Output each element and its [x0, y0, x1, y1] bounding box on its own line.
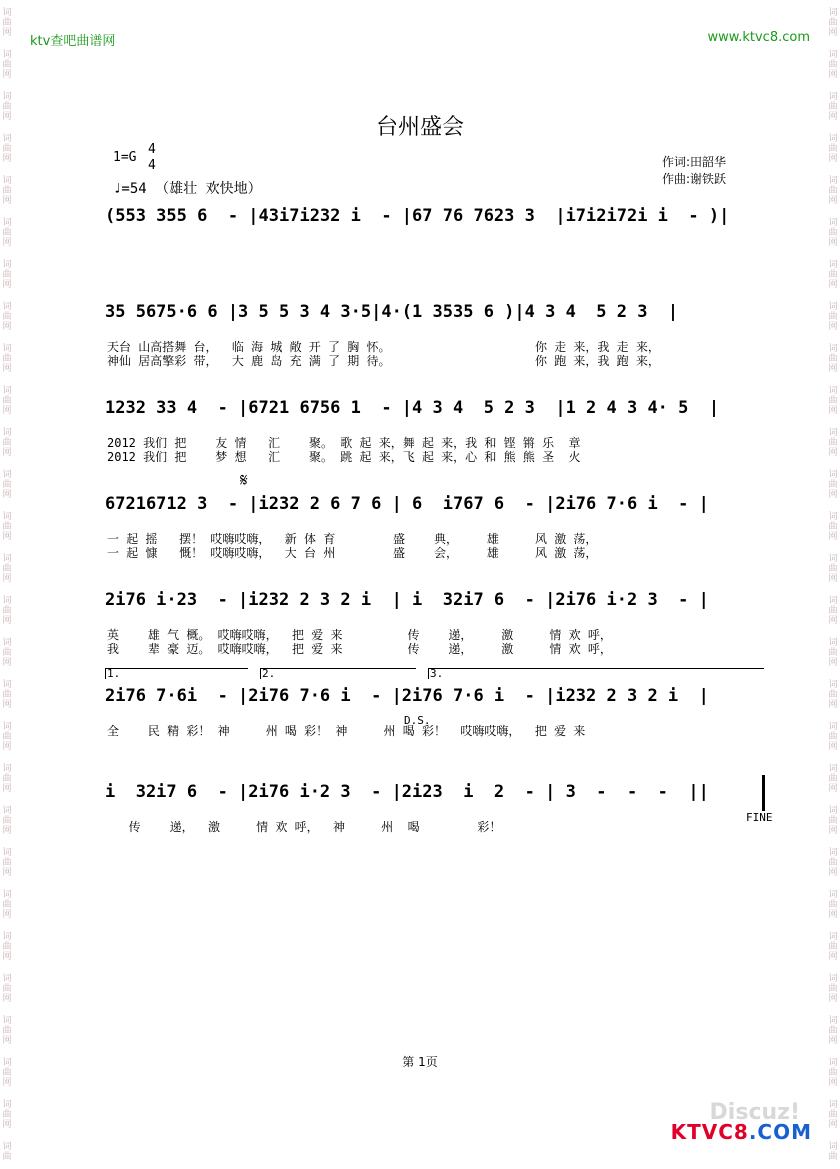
- page-number: 第 1页: [402, 1055, 438, 1069]
- watermark-glyph: 网: [828, 280, 838, 290]
- time-signature: [148, 142, 156, 174]
- ktvc8-logo: [671, 1120, 812, 1144]
- watermark-glyph: 词: [828, 554, 838, 564]
- score-row-4: [0, 494, 840, 564]
- watermark-glyph: 词: [2, 92, 12, 102]
- watermark-glyph: 曲: [828, 522, 838, 532]
- watermark-glyph: 词: [2, 302, 12, 312]
- logo-part-2: C8: [718, 1120, 749, 1144]
- watermark-glyph: 词: [828, 1058, 838, 1068]
- watermark-glyph: 网: [828, 196, 838, 206]
- watermark-glyph: 曲: [828, 102, 838, 112]
- watermark-glyph: 网: [2, 1036, 12, 1046]
- watermark-glyph: 曲: [828, 648, 838, 658]
- watermark-glyph: 网: [828, 490, 838, 500]
- watermark-glyph: 曲: [2, 942, 12, 952]
- watermark-glyph: 词: [2, 764, 12, 774]
- watermark-glyph: 词: [828, 302, 838, 312]
- lyric-verse-2: 神仙 居高擎彩 带， 大 鹿 岛 充 满 了 期 待。 你 跑 来，我 跑 来，: [107, 354, 660, 368]
- watermark-glyph: 网: [828, 868, 838, 878]
- watermark-glyph: 网: [2, 1078, 12, 1088]
- watermark-glyph: 网: [828, 952, 838, 962]
- watermark-glyph: 网: [2, 70, 12, 80]
- watermark-glyph: 曲: [2, 228, 12, 238]
- site-name-left[interactable]: ktv查吧曲谱网: [30, 34, 116, 49]
- watermark-glyph: 词: [2, 932, 12, 942]
- watermark-glyph: 网: [2, 448, 12, 458]
- watermark-glyph: 词: [828, 428, 838, 438]
- watermark-glyph: 曲: [2, 144, 12, 154]
- watermark-glyph: 网: [2, 112, 12, 122]
- time-signature-bottom: 4: [148, 158, 156, 173]
- notation-line: 2i76 7·6i - |2i76 7·6 i - |2i76 7·6 i - |i232 2 3 2 i |: [105, 686, 709, 706]
- watermark-glyph: 网: [2, 952, 12, 962]
- watermark-glyph: 网: [2, 406, 12, 416]
- watermark-glyph: 词: [2, 134, 12, 144]
- notation-line: i 32i7 6 - |2i76 i·2 3 - |2i23 i 2 - | 3 - - - ||: [105, 782, 709, 802]
- watermark-glyph: 词: [2, 890, 12, 900]
- watermark-glyph: 词: [828, 386, 838, 396]
- watermark-glyph: 网: [828, 994, 838, 1004]
- watermark-glyph: 词: [2, 638, 12, 648]
- watermark-glyph: 曲: [828, 480, 838, 490]
- lyric-verse-2: 2012 我们 把 梦 想 汇 聚。 跳 起 来，飞 起 来，心 和 熊 熊 圣 火: [107, 450, 581, 464]
- watermark-glyph: 曲: [828, 774, 838, 784]
- volta-bracket-2: [260, 668, 416, 679]
- lyric-verse-2: 一 起 慷 慨！ 哎嗨哎嗨， 大 台 州 盛 会， 雄 风 激 荡，: [107, 546, 598, 560]
- watermark-glyph: 词: [828, 344, 838, 354]
- watermark-glyph: 网: [2, 28, 12, 38]
- watermark-glyph: 网: [2, 532, 12, 542]
- watermark-glyph: 曲: [828, 1152, 838, 1162]
- watermark-glyph: 网: [2, 322, 12, 332]
- watermark-glyph: 曲: [828, 732, 838, 742]
- site-url-right[interactable]: www.ktvc8.com: [707, 30, 810, 45]
- watermark-glyph: 网: [828, 784, 838, 794]
- watermark-glyph: 网: [2, 658, 12, 668]
- watermark-glyph: 网: [2, 700, 12, 710]
- watermark-glyph: 曲: [2, 774, 12, 784]
- score-row-1: [0, 206, 840, 276]
- time-signature-top: 4: [148, 142, 156, 157]
- watermark-glyph: 曲: [2, 522, 12, 532]
- watermark-glyph: 曲: [828, 186, 838, 196]
- watermark-glyph: 网: [828, 28, 838, 38]
- watermark-glyph: 曲: [2, 1068, 12, 1078]
- score-row-7: [0, 782, 840, 852]
- watermark-glyph: 网: [2, 742, 12, 752]
- composer-credit: 作曲:谢铁跃: [662, 172, 727, 186]
- watermark-glyph: 曲: [828, 396, 838, 406]
- watermark-glyph: 曲: [2, 438, 12, 448]
- watermark-glyph: 曲: [828, 1026, 838, 1036]
- watermark-glyph: 词: [2, 1016, 12, 1026]
- watermark-glyph: 词: [828, 8, 838, 18]
- watermark-glyph: 网: [2, 490, 12, 500]
- watermark-glyph: 网: [2, 994, 12, 1004]
- watermark-glyph: 曲: [828, 228, 838, 238]
- score-row-5: [0, 590, 840, 660]
- watermark-glyph: 网: [828, 1078, 838, 1088]
- watermark-glyph: 词: [828, 764, 838, 774]
- watermark-glyph: 曲: [828, 312, 838, 322]
- watermark-glyph: 曲: [828, 942, 838, 952]
- watermark-glyph: 曲: [2, 816, 12, 826]
- watermark-glyph: 网: [828, 1036, 838, 1046]
- watermark-glyph: 网: [828, 70, 838, 80]
- watermark-glyph: 曲: [2, 1152, 12, 1162]
- watermark-glyph: 网: [828, 322, 838, 332]
- lyric-verse-1: 一 起 摇 摆！ 哎嗨哎嗨， 新 体 育 盛 典， 雄 风 激 荡，: [107, 532, 598, 546]
- watermark-glyph: 词: [828, 1100, 838, 1110]
- left-watermark-strip: [0, 0, 14, 1169]
- watermark-glyph: 曲: [2, 648, 12, 658]
- watermark-glyph: 曲: [2, 1026, 12, 1036]
- watermark-glyph: 曲: [828, 690, 838, 700]
- watermark-glyph: 网: [828, 616, 838, 626]
- notation-line: 1232 33 4 - |6721 6756 1 - |4 3 4 5 2 3 |1 2 4 3 4· 5 |: [105, 398, 720, 418]
- watermark-glyph: 词: [828, 596, 838, 606]
- watermark-glyph: 网: [828, 406, 838, 416]
- watermark-glyph: 曲: [2, 102, 12, 112]
- watermark-glyph: 网: [2, 574, 12, 584]
- watermark-glyph: 曲: [2, 984, 12, 994]
- volta-2-label: 2.: [262, 667, 276, 680]
- notation-line: (553 355 6 - |43i7i232 i - |67 76 7623 3 |i7i2i72i i - )|: [105, 206, 730, 226]
- final-barline: [762, 775, 765, 811]
- watermark-glyph: 网: [2, 784, 12, 794]
- watermark-glyph: 曲: [2, 858, 12, 868]
- watermark-glyph: 词: [2, 218, 12, 228]
- watermark-glyph: 曲: [828, 606, 838, 616]
- watermark-glyph: 曲: [2, 354, 12, 364]
- watermark-glyph: 曲: [2, 690, 12, 700]
- tempo-marking: ♩=54 （雄壮 欢快地）: [113, 181, 262, 197]
- watermark-glyph: 曲: [828, 564, 838, 574]
- watermark-glyph: 曲: [2, 606, 12, 616]
- notation-line: 67216712 3 - |i232 2 6 7 6 | 6 i767 6 - |2i76 7·6 i - |: [105, 494, 709, 514]
- fine-marking: FINE: [746, 811, 773, 824]
- watermark-glyph: 词: [2, 848, 12, 858]
- watermark-glyph: 词: [2, 50, 12, 60]
- watermark-glyph: 曲: [2, 396, 12, 406]
- watermark-glyph: 词: [828, 890, 838, 900]
- watermark-glyph: 词: [828, 1142, 838, 1152]
- watermark-glyph: 词: [2, 470, 12, 480]
- right-watermark-strip: [826, 0, 840, 1169]
- watermark-glyph: 词: [2, 512, 12, 522]
- lyric-verse-1: 传 递， 激 情 欢 呼， 神 州 喝 彩！: [107, 820, 502, 834]
- volta-3-label: 3.: [430, 667, 444, 680]
- score-row-3: [0, 398, 840, 468]
- watermark-glyph: 曲: [2, 1110, 12, 1120]
- watermark-glyph: 网: [2, 196, 12, 206]
- watermark-glyph: 曲: [828, 60, 838, 70]
- ds-marking: D.S.: [404, 714, 431, 727]
- watermark-glyph: 曲: [828, 354, 838, 364]
- watermark-glyph: 曲: [2, 186, 12, 196]
- watermark-glyph: 网: [828, 574, 838, 584]
- watermark-glyph: 网: [828, 112, 838, 122]
- score-row-2: [0, 302, 840, 372]
- watermark-glyph: 词: [2, 1100, 12, 1110]
- watermark-glyph: 词: [828, 218, 838, 228]
- song-title: 台州盛会: [375, 115, 464, 140]
- watermark-glyph: 词: [2, 806, 12, 816]
- watermark-glyph: 曲: [2, 312, 12, 322]
- watermark-glyph: 曲: [2, 60, 12, 70]
- watermark-glyph: 网: [828, 742, 838, 752]
- watermark-glyph: 词: [828, 680, 838, 690]
- watermark-glyph: 曲: [828, 900, 838, 910]
- watermark-glyph: 词: [828, 176, 838, 186]
- volta-bracket-1: [105, 668, 248, 679]
- watermark-glyph: 词: [828, 638, 838, 648]
- watermark-glyph: 曲: [828, 1110, 838, 1120]
- watermark-glyph: 网: [2, 238, 12, 248]
- watermark-glyph: 网: [828, 532, 838, 542]
- notation-line: 2i76 i·23 - |i232 2 3 2 i | i 32i7 6 - |2i76 i·2 3 - |: [105, 590, 709, 610]
- watermark-glyph: 词: [828, 92, 838, 102]
- watermark-glyph: 词: [2, 554, 12, 564]
- watermark-glyph: 网: [2, 826, 12, 836]
- segno-sign: 𝄋: [240, 470, 248, 491]
- watermark-glyph: 词: [828, 848, 838, 858]
- watermark-glyph: 词: [828, 974, 838, 984]
- watermark-glyph: 网: [828, 154, 838, 164]
- watermark-glyph: 网: [828, 364, 838, 374]
- lyric-verse-1: 2012 我们 把 友 情 汇 聚。 歌 起 来，舞 起 来，我 和 铿 锵 乐 章: [107, 436, 581, 450]
- watermark-glyph: 词: [2, 386, 12, 396]
- watermark-glyph: 词: [2, 680, 12, 690]
- watermark-glyph: 曲: [828, 984, 838, 994]
- watermark-glyph: 网: [828, 826, 838, 836]
- watermark-glyph: 词: [2, 596, 12, 606]
- watermark-glyph: 网: [828, 910, 838, 920]
- watermark-glyph: 曲: [2, 732, 12, 742]
- watermark-glyph: 词: [2, 1058, 12, 1068]
- watermark-glyph: 词: [828, 260, 838, 270]
- watermark-glyph: 词: [2, 1142, 12, 1152]
- watermark-glyph: 词: [828, 932, 838, 942]
- logo-part-3: .COM: [748, 1120, 812, 1144]
- watermark-glyph: 曲: [828, 816, 838, 826]
- watermark-glyph: 网: [2, 280, 12, 290]
- watermark-glyph: 词: [828, 806, 838, 816]
- lyric-verse-1: 天台 山高搭舞 台， 临 海 城 敞 开 了 胸 怀。 你 走 来，我 走 来，: [107, 340, 660, 354]
- watermark-glyph: 网: [2, 154, 12, 164]
- watermark-glyph: 网: [2, 364, 12, 374]
- volta-bracket-3: [428, 668, 764, 679]
- discuz-watermark: Discuz!: [709, 1100, 800, 1125]
- watermark-glyph: 网: [828, 1120, 838, 1130]
- watermark-glyph: 网: [828, 700, 838, 710]
- key-signature: 1=G: [113, 150, 137, 165]
- watermark-glyph: 词: [828, 50, 838, 60]
- volta-1-label: 1.: [107, 667, 121, 680]
- watermark-glyph: 曲: [828, 270, 838, 280]
- watermark-glyph: 网: [828, 238, 838, 248]
- lyric-verse-2: 我 辈 豪 迈。 哎嗨哎嗨， 把 爱 来 传 递， 激 情 欢 呼，: [107, 642, 612, 656]
- watermark-glyph: 曲: [828, 144, 838, 154]
- watermark-glyph: 词: [2, 722, 12, 732]
- watermark-glyph: 词: [2, 974, 12, 984]
- notation-line: 35 5675·6 6 |3 5 5 3 4 3·5|4·(1 3535 6 )|4 3 4 5 2 3 |: [105, 302, 679, 322]
- watermark-glyph: 词: [828, 722, 838, 732]
- watermark-glyph: 网: [2, 1120, 12, 1130]
- watermark-glyph: 词: [828, 134, 838, 144]
- lyricist-credit: 作词:田韶华: [662, 155, 727, 169]
- watermark-glyph: 词: [2, 428, 12, 438]
- watermark-glyph: 网: [2, 910, 12, 920]
- lyric-verse-1: 全 民 精 彩！ 神 州 喝 彩！ 神 州 喝 彩！ 哎嗨哎嗨， 把 爱 来: [107, 724, 586, 738]
- watermark-glyph: 词: [2, 176, 12, 186]
- watermark-glyph: 曲: [828, 438, 838, 448]
- watermark-glyph: 词: [2, 344, 12, 354]
- watermark-glyph: 词: [828, 470, 838, 480]
- watermark-glyph: 词: [2, 8, 12, 18]
- watermark-glyph: 曲: [2, 564, 12, 574]
- watermark-glyph: 词: [2, 260, 12, 270]
- watermark-glyph: 曲: [828, 858, 838, 868]
- watermark-glyph: 曲: [2, 480, 12, 490]
- watermark-glyph: 网: [2, 868, 12, 878]
- logo-part-1: KTV: [670, 1120, 719, 1144]
- watermark-glyph: 曲: [828, 1068, 838, 1078]
- watermark-glyph: 网: [2, 616, 12, 626]
- watermark-glyph: 曲: [828, 18, 838, 28]
- watermark-glyph: 词: [828, 512, 838, 522]
- watermark-glyph: 网: [828, 658, 838, 668]
- watermark-glyph: 词: [828, 1016, 838, 1026]
- watermark-glyph: 曲: [2, 18, 12, 28]
- watermark-glyph: 网: [828, 448, 838, 458]
- watermark-glyph: 曲: [2, 270, 12, 280]
- watermark-glyph: 曲: [2, 900, 12, 910]
- lyric-verse-1: 英 雄 气 概。 哎嗨哎嗨， 把 爱 来 传 递， 激 情 欢 呼，: [107, 628, 612, 642]
